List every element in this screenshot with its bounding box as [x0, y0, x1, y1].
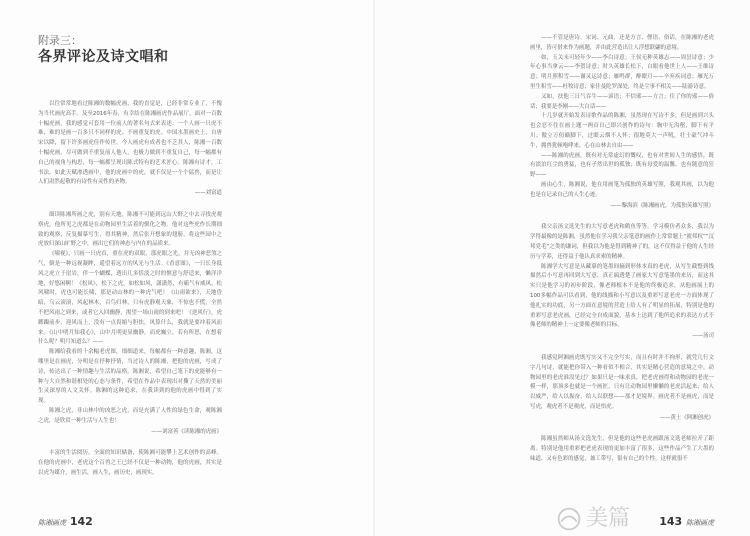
paragraph: 如，玉关未可轻年少——李白诗意；王侯无种英雄志——周昙诗意；少年心事当拿云——李贺诗意；时久英雄长松下，白眼看他世上人——王维诗意；明月照积雪——谢灵运诗意；雁鸣群，醉眠月——辛弃疾词意；雁光万里生积雪——杜牧诗意；家住曼陀罗深处，终是尘事不相关——陆游诗意。 [530, 54, 714, 90]
paragraph: ——陈湘的虎画，既有对无常虚幻的慨叹，也有对世间人生的感悟，既有淡泊红尘的勇猛，也有孑然出世的孤独；既有母爱的温馨，也有随意的狂野—— [530, 152, 714, 179]
paragraph: ——不管是唐诗、宋词、元曲、还是方言、俚语、俗话，在陈湘的老虎画里，皆可借来作为画题，并由此营造出让人浮想联翩的意境。 [530, 35, 714, 51]
watermark-text: 美篇 [586, 506, 631, 531]
paragraph: 十几岁就开始发表诗歌作品的陈湘，虽然现在写诗不多，但是画到兴头也会忍不住在画上题一两首自己即兴创作的诗句：胸中无沟壑，脚下有平川；傲立万仞巅脚下，过眼云烟不入怀；很地莫大一声吼，壮士豪气冲斗牛，拥兽犹顿咆哮来，心在山林去自由—— [530, 113, 714, 149]
page-number: 142 [69, 515, 93, 528]
comment-block [530, 354, 714, 424]
comment-block [530, 34, 714, 211]
paragraph: 又如，扶他三日气吞牛——谚语；不信邪——方言；往了你的邪——俗话；我要是李刚——大白话—— [530, 93, 714, 110]
right-page-column [530, 34, 714, 530]
paragraph: 《啸视》，只画一只虎首，重在虎的双眼，那虎眼之光，并无凶神恶煞之气，倒是一种远视凝眸，遥望着远方的风光与生活。《香意图》，一只长身抵风之虎立于崖岩，伴一个蝴蝶，透出几多恬淡之时的惬意与舒适来，懒洋洋地，好悠闲啊！《松风》，松下之虎，如松如风，潇潇然，有霸气有威风，松风啸时，虎也可能长啸，那是动山林的一种虎气吧！《山雨欲来》，天地昏暗，乌云滚滚，风起林木，百鸟归林，只有虎静观天象，不惊也不慌，全然不把风雨之到来，或者它入回幽静，渴望一场山雨的到来吧！《逆风行》，虎踯躅前步，迎风而上，没有一点畏缩与胆怯，风算什么，我就是要冲着风而来。《山中明月知我心》，山中月明更显幽静，而虎巍立，若有所思，在想着什么呢？明月知道么？—— [38, 251, 222, 346]
attribution: ——黄土《阿湘创虎》 [659, 414, 714, 421]
paragraph: 陈湘虽然师从汤文选先生，但是他的这些老虎画跟汤文选老师拉开了距离。特别是他用重彩把老虎表现的更加丰富了很多，这些作品产生了大墨的味道、又有色彩的感觉，兼工带写，很有自己的个性，这样就很不 [530, 436, 714, 463]
footer-logo: 陈湘画虎 [686, 519, 714, 527]
comment-block [38, 211, 222, 437]
page-footer [38, 515, 222, 530]
paragraph: 陈湘学大写意是从藏摹的笔墨间摘到形体本真的老虎，从写生截整到线描然后小写意再回到大写意，真正搞透楚了画家大写意笔墨的来历，而这其实只是他学习的初步阶段，像老师根本不是他的终极追求，从他画展上的100多幅作品可以看到，他的线描和小写意以及重彩写意老虎一方面体现了他扎实的功底，另一方面在意境的营造上给人有了明显的拓展，特别是他的重彩写意老虎画，已经完全自成面貌，基本上达到了他所追求的表达方式不像老师的精神上一定要像老师的目标。 [530, 263, 714, 329]
attribution: ——刘富善《读陈湘的虎画》 [151, 428, 222, 435]
comment-block [38, 100, 222, 199]
attribution: ——刘富道 [194, 190, 222, 197]
page-number: 143 [659, 515, 683, 528]
paragraph: 细读陈湘所画之虎，别有天地。陈湘不可能到远山大野之中去寻找虎观察虎，他所见之虎都是在动物园里生活着的驯化之物。他对这些虎作长期细致的观察，反复描摹写生，得其精神，然后张开想象的翅膀，将这些园中之虎放归深山旷野之中，画出它们的神态与内在的品质来。 [38, 211, 222, 248]
comment-block [38, 449, 222, 478]
paragraph: 陈湘之虎，非山林中的凶恶之虎，而是充满了人性的绿色生命，观陈湘之虎，是欣赏一种生活与人生也！ [38, 407, 222, 424]
paragraph: 丰富的生活阅历，全面的知识储备，使陈湘可能攀上艺术创作的高峰。在他的虎画中，老虎这个百兽之王已经不仅是一种动物，他的虎画，其实是以虎为媒介，画生活，画人生，画历史，画现实。 [38, 450, 222, 476]
watermark-logo-icon [556, 506, 582, 532]
left-page-column [38, 34, 222, 530]
page-title: 各界评论及诗文唱和 [38, 49, 169, 65]
attribution: ——黎海滨《陈湘画虎，为孤独英雄写照》 [610, 202, 714, 209]
paragraph: 画由心生，陈湘说，他在用画笔为孤独的英雄写照，我观其画，以为他也是在记录自己的人生心迹。 [530, 181, 714, 198]
paragraph: 我父亲汤文选先生的大写意老虎和鹤鱼等等，学习模仿者众多，我以为学得最像的是陈湘，虽然他在学习我父亲笔意的画作上常常题上“就邦权”“汉邦党毛”之类的谦词，但我以为他是得到精神了的，这不仅得益于他的人生经历与学养，还得益于他认真求索的精神。 [530, 224, 714, 260]
comment-block [530, 223, 714, 342]
footer-logo: 陈湘画虎 [38, 519, 66, 527]
watermark [556, 506, 630, 532]
appendix-label: 附录三： [38, 34, 82, 47]
comment-block [530, 435, 714, 464]
attribution: ——汤司 [692, 333, 714, 340]
paragraph: 陈湘给我看的十余幅老虎图，细细道来，每幅都有一种意趣，陈湘，这哪里是在画虎，分明是在抒种抒情，当过诗人的陈湘，把他的虎画，写成了诗，传达出了一种情趣与生活的品格。陈湘说，希望自己笔下的虎能够有一种与大自然和谐相处的心态与条件，希望在作品中表现出对撕了天然的美丽生灵深厚的人文关怀。陈湘的这种追求，在我读到的他的虎画中得到了实现。 [38, 349, 222, 405]
paragraph: 以往常常地看过陈湘的数幅虎画，我的直觉是，已经非常专业了，不愧为当代画虎高手。及至2016年春，有幸结在陈湘画虎作品展厅，面对一百数十幅虎画，我的感觉可套用一位前人的著名句式来表述：一个人画一只虎不难，难的是画一百多只不同样的虎。不画重复的虎。中国水墨画史上，自唐宋以降，留下许多画虎佳作传世，今人画虎有成者也不乏其人，陈湘一百数十幅虎画，尽可做到不重复前人他人，也极力做到不重复自己，每一幅都有自己的视角与构思，每一幅都呈现出陈式特有的艺术匠心。陈湘有诗才，工书法，如此天赋渗透画中，他的虎画中的虎，就不仅是一个个猛兽，而是让人们肃然起敬的有诗性有灵性的圣物。 [38, 101, 222, 186]
paragraph: 我感觉阿湘画虎既写实又不完全写实，而且有时并不拘形，就凭几行文字几句诗，就能把你带入一种看似不相合，其实是精心营造的意境之中。动物园里的老虎谁没见过？如果只是一味求真，把老虎画得和动物园的老虎一模一样，那顶多也就是一个画匠。只有让动物园里懒懒的老虎活起来，给人以威严，给人以振奋，给人以联想——那才是境界。画虎者不是画虎，而是写虎，观虎者不是观虎，而是悟虎。 [530, 354, 714, 410]
